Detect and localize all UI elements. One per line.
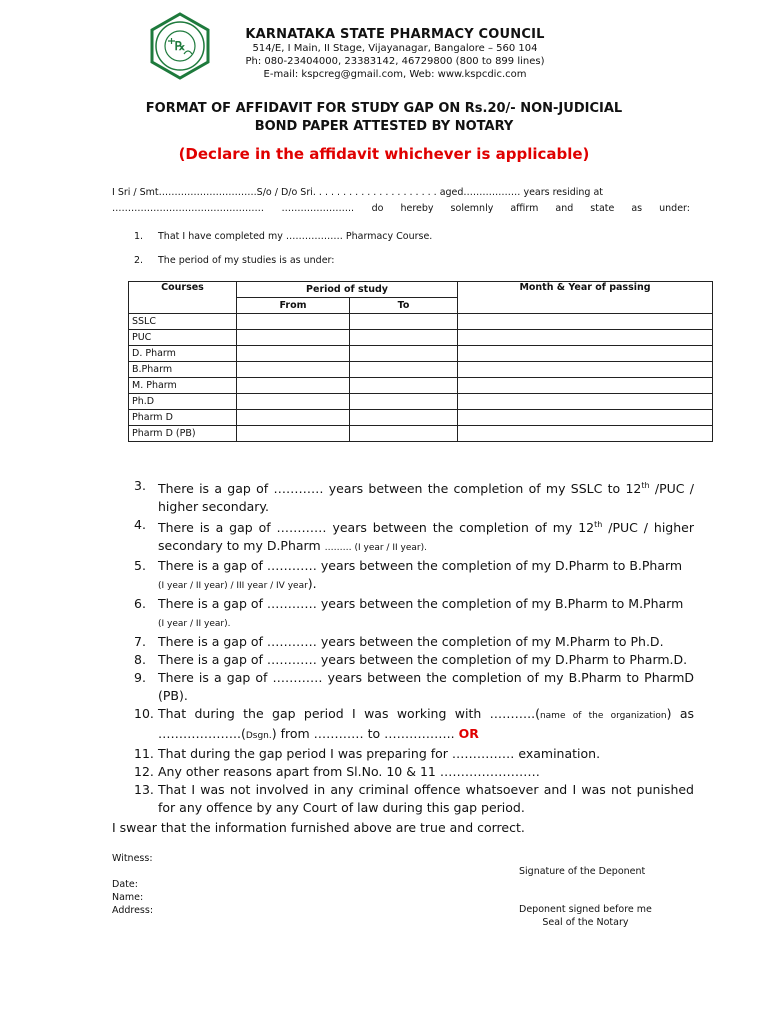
date-label: Date: [112, 879, 138, 890]
title-line-2: BOND PAPER ATTESTED BY NOTARY [254, 119, 514, 134]
point-1-text: That I have completed my ……………… Pharmacy Course. [158, 231, 433, 242]
point-1-number: 1. [134, 231, 144, 242]
point-2-text: The period of my studies is as under: [158, 255, 335, 266]
course-cell: M. Pharm [129, 378, 237, 394]
gap-declarations-list [134, 477, 694, 817]
table-row [129, 394, 713, 410]
intro-blank-1: ………………………………………… [112, 203, 264, 214]
table-row [129, 378, 713, 394]
item-12-text: Any other reasons apart from Sl.No. 10 & 11 …………………… [158, 764, 540, 780]
council-address: 514/E, I Main, II Stage, Vijayanagar, Bangalore – 560 104 [252, 43, 538, 54]
list-item [134, 745, 694, 763]
witness-label: Witness: [112, 853, 153, 864]
council-phone: Ph: 080-23404000, 23383142, 46729800 (800 to 899 lines) [245, 56, 545, 67]
item-number: 4. [134, 517, 146, 533]
item-number: 11. [134, 746, 154, 762]
declare-note: (Declare in the affidavit whichever is applicable) [178, 145, 590, 163]
table-row [129, 314, 713, 330]
point-1 [134, 231, 432, 242]
deponent-signature-label: Signature of the Deponent [519, 866, 646, 877]
address-label: Address: [112, 905, 154, 916]
list-item [134, 595, 694, 633]
item-9-text: There is a gap of ………… years between the completion of my B.Pharm to PharmD (PB). [158, 670, 694, 704]
item-10-dsgn-note: Dsgn. [245, 731, 272, 742]
item-3-sup: th [641, 481, 650, 490]
course-cell: Pharm D (PB) [129, 426, 237, 442]
item-6-text: There is a gap of ………… years between the completion of my B.Pharm to M.Pharm [158, 596, 684, 612]
course-cell: SSLC [129, 314, 237, 330]
table-row [129, 330, 713, 346]
item-5-text-end: ). [307, 576, 317, 592]
table-row [129, 410, 713, 426]
course-cell: Ph.D [129, 394, 237, 410]
col-header-courses: Courses [129, 282, 237, 314]
item-3-text-end: /PUC / higher secondary. [158, 481, 694, 515]
footer-fields [112, 878, 153, 917]
council-emblem-icon [146, 12, 214, 80]
item-number: 7. [134, 634, 146, 650]
course-cell: PUC [129, 330, 237, 346]
item-13-text: That I was not involved in any criminal offence whatsoever and I was not punished for any offence by any Court of law during this gap period. [158, 782, 694, 816]
item-11-text: That during the gap period I was preparing for …………… examination. [158, 746, 601, 762]
item-10-text: That during the gap period I was working with ………..( [158, 706, 540, 722]
list-item [134, 516, 694, 557]
notary-block [519, 903, 652, 929]
intro-paragraph [112, 185, 690, 217]
list-item [134, 557, 694, 595]
item-10-org-note: name of the organization [539, 711, 667, 722]
item-5-text: There is a gap of ………… years between the completion of my D.Pharm to B.Pharm [158, 558, 683, 574]
council-name: KARNATAKA STATE PHARMACY COUNCIL [245, 27, 545, 42]
item-4-sup: th [594, 520, 603, 530]
intro-line-1: I Sri / Smt………………………….S/o / D/o Sri. . . . . . . . . . . . . . . . . . . . . aged……………… years residing at [112, 187, 604, 198]
council-logo [146, 12, 214, 80]
list-item [134, 633, 694, 651]
item-4-text: There is a gap of ………… years between the completion of my 12 [158, 520, 595, 536]
course-cell: Pharm D [129, 410, 237, 426]
col-header-to: To [350, 298, 458, 314]
list-item [134, 651, 694, 669]
document-title [100, 100, 668, 136]
intro-blank-2: ………………….. [281, 203, 355, 214]
item-number: 9. [134, 670, 146, 686]
item-7-text: There is a gap of ………… years between the completion of my M.Pharm to Ph.D. [158, 634, 664, 650]
item-6-note: (I year / II year). [158, 619, 231, 630]
item-5-note: (I year / II year) / III year / IV year [158, 581, 308, 592]
letterhead [230, 27, 560, 81]
deponent-signed-label: Deponent signed before me [519, 904, 652, 915]
col-header-from: From [237, 298, 350, 314]
item-10-text-mid: ) as ………………..( [158, 706, 694, 742]
item-8-text: There is a gap of ………… years between the completion of my D.Pharm to Pharm.D. [158, 652, 688, 668]
item-3-text: There is a gap of ………… years between the completion of my SSLC to 12 [158, 481, 642, 497]
intro-line-2 [112, 201, 690, 217]
or-label: OR [458, 726, 479, 742]
item-number: 10. [134, 706, 154, 722]
point-2 [134, 255, 334, 266]
title-line-1: FORMAT OF AFFIDAVIT FOR STUDY GAP ON Rs.20/- NON-JUDICIAL [145, 101, 623, 116]
item-number: 6. [134, 596, 146, 612]
item-10-text-end: ) from ………… to …………….. [271, 726, 455, 742]
list-item [134, 781, 694, 817]
item-4-text-end: /PUC / higher secondary to my D.Pharm [158, 520, 694, 554]
list-item [134, 705, 694, 745]
item-number: 8. [134, 652, 146, 668]
notary-seal-label: Seal of the Notary [542, 917, 629, 928]
list-item [134, 669, 694, 705]
swear-statement: I swear that the information furnished above are true and correct. [112, 820, 525, 835]
col-header-passing: Month & Year of passing [458, 282, 713, 314]
svg-text:℞: ℞ [174, 39, 186, 53]
item-number: 12. [134, 764, 154, 780]
intro-affirm: do hereby solemnly affirm and state as under: [371, 203, 690, 214]
item-4-note: ……… (I year / II year). [324, 543, 427, 554]
course-cell: D. Pharm [129, 346, 237, 362]
council-email-web: E-mail: kspcreg@gmail.com, Web: www.kspcdic.com [263, 69, 527, 80]
table-row [129, 346, 713, 362]
item-number: 5. [134, 558, 146, 574]
course-cell: B.Pharm [129, 362, 237, 378]
table-row [129, 362, 713, 378]
name-label: Name: [112, 892, 144, 903]
item-number: 3. [134, 478, 146, 493]
list-item [134, 763, 694, 781]
item-number: 13. [134, 782, 154, 798]
table-row [129, 426, 713, 442]
list-item [134, 477, 694, 516]
col-header-period: Period of study [237, 282, 458, 298]
study-period-table [128, 281, 713, 442]
point-2-number: 2. [134, 255, 144, 266]
